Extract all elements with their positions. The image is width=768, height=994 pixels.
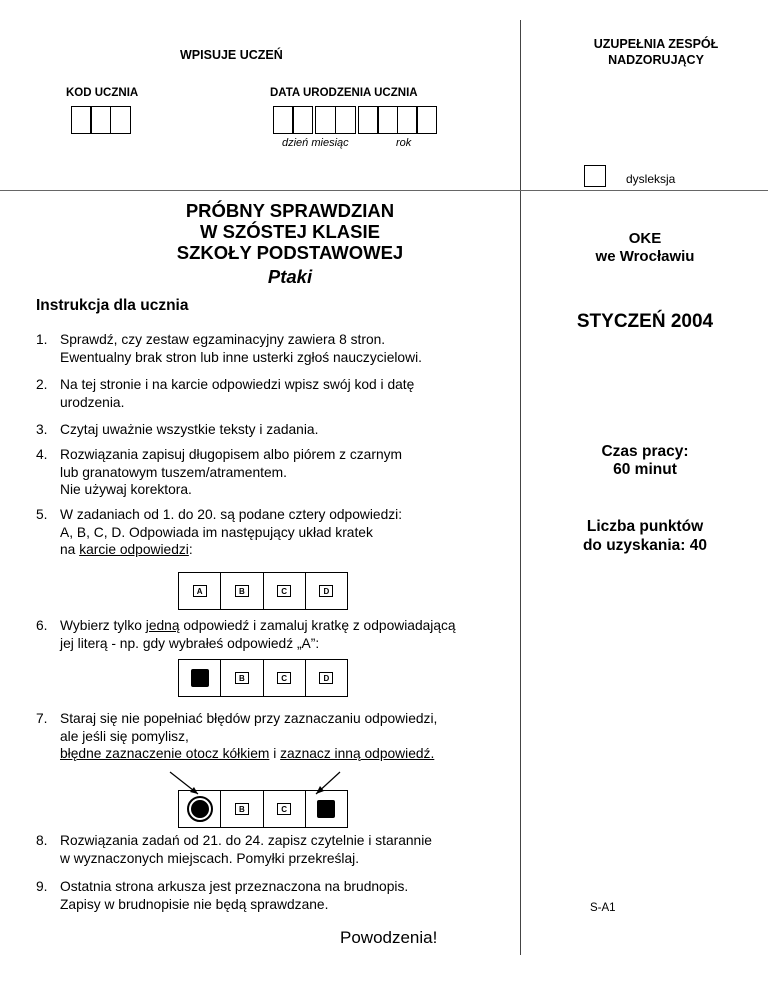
answer-box-b: B bbox=[235, 803, 249, 815]
answer-box-c: C bbox=[277, 803, 291, 815]
answer-box-a: A bbox=[193, 585, 207, 597]
title-subtitle: Ptaki bbox=[267, 266, 313, 287]
time-value: 60 minut bbox=[613, 461, 677, 478]
dyslexia-checkbox[interactable] bbox=[584, 165, 606, 187]
time-label: Czas pracy: bbox=[601, 443, 689, 460]
staff-section-title: UZUPEŁNIA ZESPÓŁ NADZORUJĄCY bbox=[593, 37, 719, 67]
answer-box-c: C bbox=[277, 672, 291, 684]
instruction-3: 3. Czytaj uważnie wszystkie teksty i zadania. bbox=[36, 422, 319, 437]
title-line-1: PRÓBNY SPRAWDZIAN bbox=[185, 200, 395, 221]
answer-box-b: B bbox=[235, 672, 249, 684]
answer-box-c: C bbox=[277, 585, 291, 597]
footer-good-luck: Powodzenia! bbox=[340, 928, 438, 947]
dyslexia-label: dysleksja bbox=[626, 172, 676, 186]
answer-box-d: D bbox=[319, 585, 333, 597]
student-code-label: KOD UCZNIA bbox=[66, 87, 139, 99]
title-line-3: SZKOŁY PODSTAWOWEJ bbox=[176, 242, 404, 263]
answer-box-d-filled: D bbox=[317, 800, 335, 818]
oke-city: we Wrocławiu bbox=[595, 248, 695, 265]
title-line-2: W SZÓSTEJ KLASIE bbox=[200, 221, 380, 242]
sheet-code: S-A1 bbox=[590, 902, 616, 914]
answer-box-a-circled: A bbox=[191, 800, 209, 818]
answer-box-b: B bbox=[235, 585, 249, 597]
exam-date: STYCZEŃ 2004 bbox=[576, 311, 714, 332]
horizontal-divider bbox=[0, 190, 768, 191]
student-section-title: WPISUJE UCZEŃ bbox=[180, 48, 283, 62]
instruction-1: 1. Sprawdź, czy zestaw egzaminacyjny zawiera 8 stron. Ewentualny brak stron lub inne usterki zgłoś nauczycielowi. bbox=[36, 332, 422, 365]
student-code-boxes[interactable] bbox=[72, 106, 131, 134]
oke-label: OKE bbox=[628, 230, 662, 247]
answer-box-a-filled: A bbox=[191, 669, 209, 687]
instruction-4: 4. Rozwiązania zapisuj długopisem albo piórem z czarnym lub granatowym tuszem/atramentem. Nie używaj korektora. bbox=[36, 447, 403, 497]
year-label: rok bbox=[396, 137, 412, 149]
instructions-heading: Instrukcja dla ucznia bbox=[36, 297, 189, 314]
instruction-6: 6. Wybierz tylko jedną odpowiedź i zamaluj kratkę z odpowiadającą jej literą - np. gdy wybrałeś odpowiedź „A”: bbox=[36, 618, 456, 651]
points-value: do uzyskania: 40 bbox=[582, 537, 708, 554]
birth-date-label: DATA URODZENIA UCZNIA bbox=[270, 87, 418, 99]
vertical-divider bbox=[520, 20, 521, 955]
instruction-7: 7. Staraj się nie popełniać błędów przy zaznaczaniu odpowiedzi, ale jeśli się pomylisz, błędne zaznaczenie otocz kółkiem i zaznacz inną odpowiedź. bbox=[36, 711, 438, 761]
answer-example-filled bbox=[178, 659, 348, 697]
day-month-label: dzień miesiąc bbox=[282, 137, 349, 149]
answer-example-empty bbox=[178, 572, 348, 610]
instruction-9: 9. Ostatnia strona arkusza jest przeznaczona na brudnopis. Zapisy w brudnopisie nie będą sprawdzane. bbox=[36, 879, 409, 912]
answer-box-d: D bbox=[319, 672, 333, 684]
birth-date-boxes[interactable] bbox=[274, 106, 437, 134]
instruction-2: 2. Na tej stronie i na karcie odpowiedzi wpisz swój kod i datę urodzenia. bbox=[36, 377, 415, 410]
instruction-5: 5. W zadaniach od 1. do 20. są podane cztery odpowiedzi: A, B, C, D. Odpowiada im następujący układ kratek na karcie odpowiedzi: bbox=[36, 507, 403, 557]
points-label: Liczba punktów bbox=[586, 518, 704, 535]
answer-example-corrected bbox=[178, 790, 348, 828]
instruction-8: 8. Rozwiązania zadań od 21. do 24. zapisz czytelnie i starannie w wyznaczonych miejscach. Pomyłki przekreślaj. bbox=[36, 833, 432, 866]
